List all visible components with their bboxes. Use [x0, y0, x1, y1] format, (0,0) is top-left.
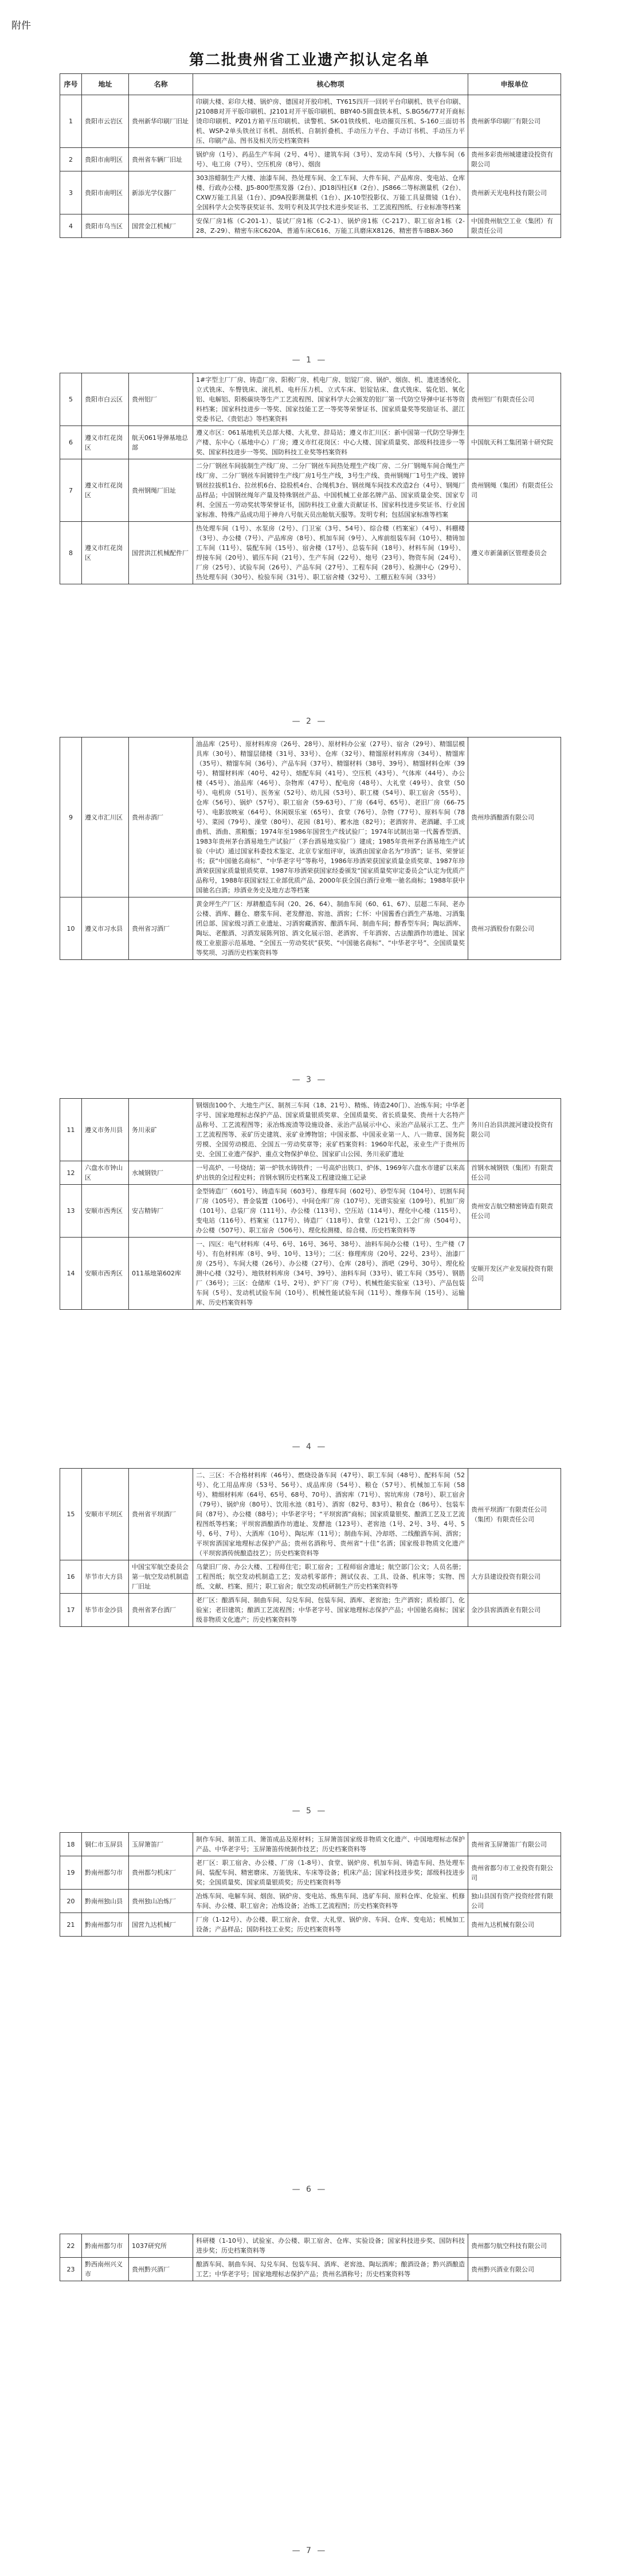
column-header-no: 序号: [60, 74, 82, 95]
row-unit: 贵州平坝酒厂有限责任公司（集团）有限责任公司: [468, 1469, 561, 1560]
row-unit: 首钢水城钢铁（集团）有限责任公司: [468, 1161, 561, 1185]
row-unit: 贵州习酒股份有限公司: [468, 897, 561, 960]
row-core: 印刷大楼、彩印大楼、锅炉房、德国对开胶印机、TY615四开一回转平台印刷机、铁平台印刷、J2108B对开平版印刷机、J2101对开平版印刷机、BBY40-5圆盘铁本机、S.BG56/77对开商标烫印印刷机、PZ01方箱平压印刷机、读警机、SK-01铁线机、电动圈页压机、S-160三面切书机、WSP-2单头铁丝订书机、刮纸机、自制折叠机、手动压力平台、手动订书机、手动压力平压、印刷产品、图书及相关历史档案资料: [193, 95, 468, 148]
row-core: 制作车间、制笛工具、箫笛成品及原材料；玉屏箫笛国家级非物质文化遗产、中国地理标志保护产品、中华老字号；玉屏箫笛传统制作技艺；历史档案资料等: [193, 1833, 468, 1856]
row-name: 1037研究所: [129, 2234, 193, 2258]
row-name: 安吉精铸厂: [129, 1185, 193, 1238]
row-unit: 务川自治县洪渡河建设投资有限公司: [468, 1099, 561, 1161]
table-row: [60, 1856, 561, 1890]
row-location: 黔南州独山县: [82, 1890, 129, 1913]
row-location: 贵阳市南明区: [82, 148, 129, 171]
row-no: 18: [60, 1833, 82, 1856]
row-no: 21: [60, 1913, 82, 1937]
row-name: 011基地第602库: [129, 1238, 193, 1310]
column-header-unit: 申报单位: [468, 74, 561, 95]
row-name: 贵州省车辆厂旧址: [129, 148, 193, 171]
row-core: 酿酒车间、制曲车间、勾兑车间、包装车间、酒库、老窖池、陶坛酒库；酿酒设备；黔兴酒酿造工艺；中华老字号；国家地理标志保护产品；贵州名酒称号；历史档案资料等: [193, 2258, 468, 2281]
industrial-heritage-table-page-7: [60, 2234, 561, 2281]
row-location: 贵阳市乌当区: [82, 214, 129, 238]
row-no: 23: [60, 2258, 82, 2281]
industrial-heritage-table-page-5: [60, 1468, 561, 1627]
row-name: 航天061导弹基地总部: [129, 426, 193, 459]
row-unit: 贵州多彩贵州城建建设投资有限公司: [468, 148, 561, 171]
table-row: [60, 1594, 561, 1627]
row-unit: 贵州省玉屏箫笛厂有限公司: [468, 1833, 561, 1856]
row-no: 4: [60, 214, 82, 238]
row-core: 安保厂房1栋（C-201-1）、装试厂房1栋（C-2-1）、锅炉房1栋（C-217）、职工宿舍1栋（2-28、Z-29）、精密车床C620A、普通车床C616、万能工具磨床X8126、精密普车IBBX-360: [193, 214, 468, 238]
row-no: 13: [60, 1185, 82, 1238]
row-no: 7: [60, 459, 82, 522]
row-core: 乌蒙旧厂房、办公大楼、工程师住宅；职工宿舍；工程师宿舍遗址；航空部门公文；人员名册；工程图纸；航空发动机制造工艺；发动机零部件；测试仪表、工具、设备、机床等；实物、图纸、文献、档案、照片；职工宿舍；航空发动机研制生产历史档案资料等: [193, 1560, 468, 1594]
row-unit: 贵州省都匀市工业投资有限公司: [468, 1856, 561, 1890]
table-row: [60, 373, 561, 426]
page-number-footer: — 4 —: [292, 1442, 327, 1451]
row-name: 贵州省茅台酒厂: [129, 1594, 193, 1627]
row-name: 国营金江机械厂: [129, 214, 193, 238]
row-name: 贵州新华印刷厂旧址: [129, 95, 193, 148]
row-name: 贵州赤酒厂: [129, 737, 193, 897]
row-no: 8: [60, 522, 82, 584]
row-core: 一、四区：电气材料库（4号、6号、16号、36号、38号）、油料车间办公楼（1号）、生产楼（7号）、有色材料库（8号、9号、10号、13号）；二区：修理库房（20号、22号、23号）、油漆厂房（25号）、车间大楼（26号）、办公楼（27号）、仓库（28号）、酒吧（29号、30号）、理化检测中心楼（32号）、地铁材料库房（34号、39号）、油料车间（33号）、锻工车间（35号）、钢筋厂（36号）；三区：仓储库（1号、2号）、炉下厂房（7号）、机械性能实验室（13号）、产品包装车间（5号）、发动机试验车间（10号）、机械性能试验车间（11号）、维修车间（15号）、运输库、历史档案资料等: [193, 1238, 468, 1310]
row-location: 安顺市西秀区: [82, 1185, 129, 1238]
row-core: 老厂区：职工宿舍、办公楼、厂房（1-8号）、食堂、锅炉房、机加车间、铸造车间、热处理车间、装配车间、精密磨床、万能铣床、车床等设备；机床产品；国家科技进步奖；部级科技进步奖；全国质量奖、国家质量银质奖；历史档案资料等: [193, 1856, 468, 1890]
row-location: 遵义市红花岗区: [82, 459, 129, 522]
row-location: 黔南州都匀市: [82, 1856, 129, 1890]
row-core: 1#字型主厂厂房、铸造厂房、阳极厂房、机电厂房、铝锭厂房、锅炉、烟囱、机、遗迹透侯化、立式铣床、车臀铣床、滚扎机、电杆压力机、立式车床、铝锭钻床、盘式铣床、装化铝、氧化铝、电解铝、阳极碳块等生产工艺流程图、国家科学大会颁发的铝厂第一代防空导弹中证书等资料档案；国家科技进步一等奖、国家技能工艺一等奖等荣誉证书、国家质量奖等奖励证书、湛江党委书记、《贵铝志》等档案资料: [193, 373, 468, 426]
row-core: 金型铸造厂（601号）、铸造车间（603号）、修理车间（602号）、砂型车间（104号）、切割车间厂房（105号）、普金装置（106号）、中间仓库厂房（107号）、光谱实验室（109号）、机加厂房（101号）、总装厂房（111号）、办公楼（113号）、空压站（114号）、理化中心楼（115号）、变电站（116号）、档案室（117号）、铸造厂（118号）、食堂（121号）、工会厂房（504号）、办公楼（507号）、职工宿舍（506号）、理化检测楼、综合楼、历史档案资料等: [193, 1185, 468, 1238]
table-row: [60, 1185, 561, 1238]
row-core: 锅炉房（1号）、药品生产车间（2号、4号）、建筑车间（3号）、发动车间（5号）、大修车间（6号）、电工房（7号）、空压机房（8号）、烟囱: [193, 148, 468, 171]
industrial-heritage-table-page-2: [60, 373, 561, 584]
industrial-heritage-table-page-3: [60, 737, 561, 960]
row-location: 贵阳市白云区: [82, 373, 129, 426]
industrial-heritage-table-page-4: [60, 1098, 561, 1310]
row-location: 毕节市大方县: [82, 1560, 129, 1594]
row-name: 务川汞矿: [129, 1099, 193, 1161]
table-row: [60, 1238, 561, 1310]
row-location: 安顺市平坝区: [82, 1469, 129, 1560]
row-unit: 贵州新天光电科技有限公司: [468, 171, 561, 214]
table-row: [60, 1469, 561, 1560]
attachment-label: 附件: [11, 20, 31, 32]
table-row: [60, 1890, 561, 1913]
row-location: 遵义市红花岗区: [82, 426, 129, 459]
row-no: 14: [60, 1238, 82, 1310]
table-row: [60, 522, 561, 584]
row-no: 1: [60, 95, 82, 148]
table-row: [60, 1161, 561, 1185]
row-no: 11: [60, 1099, 82, 1161]
table-row: [60, 2234, 561, 2258]
row-no: 9: [60, 737, 82, 897]
row-core: 一号高炉、一号烧结；第一炉铁水铸铁件；一号高炉出铁口、炉体、1969年六盘水市建矿以来高炉出铁的全过程史料；首钢水钢历史档案及工程建设施工记录: [193, 1161, 468, 1185]
row-no: 15: [60, 1469, 82, 1560]
row-core: 303溶蜡制生产大楼、油漆车间、热处理车间、金工车间、大件车间、产品库房、变电站、仓库楼、行政办公楼、JJ5-800型蒸发器（2台）、JD18四柱区Ⅱ（2台）、JS866二等标测量机（2台）、CXW万能工具显（1台）、JD9A投影测量机（1台）、JX-10型投影仪、万能工具显微镜（1台）、全国科学大会奖等获奖证书、发明专利及其学技术进步奖证书、工艺流程图纸、行业标准等档案: [193, 171, 468, 214]
table-row: [60, 95, 561, 148]
page-number-footer: — 6 —: [292, 2185, 327, 2194]
row-core: 遵义市区：061基地机关总部大楼、大礼堂、辞局站；遵义市汇川区：新中国第一代防空导弹生产楼、东中心（基地中心）厂房；遵义市红花岗区：中心大楼、国家质量奖、部级科技进步一等奖、国家科技进步一等奖、国防科技工业奖等档案资料: [193, 426, 468, 459]
row-unit: 大方县建设投资有限公司: [468, 1560, 561, 1594]
document-title: 第二批贵州省工业遗产拟认定名单: [189, 52, 430, 69]
table-row: [60, 737, 561, 897]
row-no: 2: [60, 148, 82, 171]
row-core: 冶炼车间、电解车间、烟囱、锅炉房、变电站、炼焦车间、选矿车间、原料仓库、化验室、机修车间、办公楼、职工宿舍；冶炼设备；冶炼工艺流程图；历史档案资料等: [193, 1890, 468, 1913]
column-header-location: 地址: [82, 74, 129, 95]
row-no: 22: [60, 2234, 82, 2258]
row-unit: 遵义市新蒲新区管理委员会: [468, 522, 561, 584]
row-core: 二、三区：不合格材料库（46号）、燃烧设备车间（47号）、职工车间（48号）、配料车间（52号）、化工用品库房（53号、56号）、成品库房（54号）、粮仓（57号）、机械加工车间（58号）、精细材料库（64号、65号、68号、70号）、酒窖库（71号）、窖坑库房（78号）、职工宿舍（79号）、锅炉房（80号）、饮用水池（81号）、酒窖（82号、83号）、粮食仓（86号）、包装车间（87号）、办公楼（88号）；中华老字号；“平坝窖酒”商标；国家质量银奖、酿酒工艺及工艺流程图纸等档案；平坝窖酒酿酒作坊遗址、发酵池（123号）、老窖池（1号、2号、3号、4号、5号、6号、7号）、大酒库（10号）、陶坛库（11号）；制曲车间、冷却塔、二线酿酒车间、酒窖；平坝窖酒国家地理标志保护产品；贵州名酒称号、贵州省“十佳”名酒；国家级非物质文化遗产（平坝窖酒传统酿造技艺）；历史档案资料等: [193, 1469, 468, 1560]
row-name: 贵州省平坝酒厂: [129, 1469, 193, 1560]
row-name: 贵州黔兴酒厂: [129, 2258, 193, 2281]
row-no: 20: [60, 1890, 82, 1913]
row-name: 玉屏箫笛厂: [129, 1833, 193, 1856]
page-number-footer: — 2 —: [292, 717, 327, 726]
row-name: 国营九达机械厂: [129, 1913, 193, 1937]
table-header-row: [60, 74, 561, 95]
row-unit: 贵州铝厂有限责任公司: [468, 373, 561, 426]
row-location: 贵阳市云岩区: [82, 95, 129, 148]
page-number-footer: — 5 —: [292, 1806, 327, 1816]
table-row: [60, 2258, 561, 2281]
column-header-core: 核心物项: [193, 74, 468, 95]
row-unit: 安顺开发区产业发展投资有限公司: [468, 1238, 561, 1310]
row-no: 10: [60, 897, 82, 960]
table-row: [60, 1560, 561, 1594]
row-name: 贵州都匀机床厂: [129, 1856, 193, 1890]
row-unit: 贵州钢绳（集团）有限责任公司: [468, 459, 561, 522]
row-location: 黔南州都匀市: [82, 1913, 129, 1937]
row-core: 钢烟囱100个、大地生产区、制剂三车间（18、21号）、精炼、铸造240门）、冶炼车间；中华老字号、国家地理标志保护产品、国家质量银质奖章、全国质量奖、省长质量奖、贵州十大名特产品称号、工艺流程图等；汞冶炼废渣等设施设备、汞治产品展示中心、汞治产品展示工艺、生产工艺流程图等、汞矿历史建筑、汞矿业博物馆；中国汞都、中国汞业第一人、八一勋章、国务院劳模、全国劳动模范、全国五一劳动奖章等；汞矿档案资料：1960年代起，汞业生产于贵州历史、全国工业遗产保护、重点文物保护单位、国家矿山公园、务川汞矿遗址: [193, 1099, 468, 1161]
row-unit: 中国航天科工集团第十研究院: [468, 426, 561, 459]
row-name: 水城钢铁厂: [129, 1161, 193, 1185]
row-name: 贵州铝厂: [129, 373, 193, 426]
row-no: 16: [60, 1560, 82, 1594]
table-row: [60, 214, 561, 238]
row-unit: 金沙县窖酒酒业有限公司: [468, 1594, 561, 1627]
row-location: 毕节市金沙县: [82, 1594, 129, 1627]
industrial-heritage-table-page-6: [60, 1832, 561, 1937]
row-name: 新添光学仪器厂: [129, 171, 193, 214]
row-location: 黔西南州兴义市: [82, 2258, 129, 2281]
row-location: 铜仁市玉屏县: [82, 1833, 129, 1856]
row-name: 贵州独山冶炼厂: [129, 1890, 193, 1913]
table-row: [60, 1099, 561, 1161]
page-number-footer: — 3 —: [292, 1075, 327, 1084]
row-location: 遵义市红花岗区: [82, 522, 129, 584]
row-unit: 贵州安吉航空精密铸造有限责任公司: [468, 1185, 561, 1238]
column-header-name: 名称: [129, 74, 193, 95]
row-no: 6: [60, 426, 82, 459]
row-core: 油品库（25号）、原材料库房（26号、28号）、原材料办公室（27号）、宿舍（29号）、精馏层模具库（30号）、精馏层储楼（31号、33号）、仓库（32号）、精馏原材料库房（34号）、精馏库（35号）、精馏车间（36号）、产品车间（37号）、精馏材料（38号、39号）、精馏材料仓库（39号）、精馏材料库（40号、42号）、熔配车间（41号）、空压机（43号）、气体库（44号）、办公楼（45号）、油品库（46号）、杂物库（47号）、配电房（48号）、大礼堂（49号）、食堂（50号）、电机房（51号）、医务室（52号）、幼儿园（53号）、职工楼（54号）、职工宿舍（55号）、仓库（56号）、锅炉（57号）、职工宿舍（59-63号）、厂房（64号、65号）、老旧厂房（66-75号）、电影放映室（64号）、休闲娱乐室（65号）、食堂（76号）、杂物（77号）、原料车间（78号）、菜园（79号）、澡堂（80号）、花园（81号）、蓄水池（82号）；老酒窖井、老酒罐、手工成曲机、酒曲、蒸粮甑；1974年至1986年国营生产线试验厂；1974年试制出第一代酱香型酒、1983年贵州茅台酒易地生产试验厂（茅台酒易地实验厂）建成；1985年贵州茅台酒易地生产试验（中试）通过国家科委技术鉴定、北京专家组评审，该酒由国家命名为“珍酒”；证书、荣誉证书；获“中国驰名商标”、“中华老字号”等称号，1986年珍酒荣获国家质量金质奖章、1987年珍酒荣获国家质量银质奖章、1987年珍酒荣获国家经委颁发“国家质量奖审定委员会”认定为优质产品称号，1988年获国家轻工业部优质产品、2000年获全国白酒行业唯一驰名商标；1988年获中国驰名白酒；珍酒业务史及地方志等档案: [193, 737, 468, 897]
row-core: 黄金坪生产厂区：厚耕酿造车间（20、26、64）、制曲车间（60、61、67）、层超二车间、老办公楼、酒库、翻仓、磨浆车间、老发酵池、窖池、酒窖；仁怀：中国酱香白酒生产基地、习酒集团总部、国家级习酒工业遗址、习酒窖藏酒窖、酿酒车间、制曲车间；醇香型车间；陶坛酒库、陶坛、老酿酒、习酒发展陈列馆、酒文化展示馆、老酒窖、千年酒窖、古法酿酒作坊遗址、国家级工业旅游示范基地、“全国五一劳动奖状”获奖、“中国驰名商标”、“中华老字号”、全国质量奖等奖项、习酒历史档案资料等: [193, 897, 468, 960]
row-unit: 中国贵州航空工业（集团）有限责任公司: [468, 214, 561, 238]
row-name: 中国宝军航空委员会第一航空发动机制造厂旧址: [129, 1560, 193, 1594]
row-unit: 贵州黔兴酒业有限公司: [468, 2258, 561, 2281]
row-core: 热处理车间（1号）、水泵房（2号）、门卫室（3号、54号）、综合楼（档案室）（4号）、料棚楼（3号）、办公楼（7号）、产品库房（8号）、机加车间（9号）、入库前组装车间（10号）、精铸加工车间（11号）、装配车间（15号）、宿舍楼（17号）、总装车间（18号）、材料车间（19号）、焊接车间（20号）、锻压车间（21号）、生产车间（22号）、炮号（23号）、物资车间（24号）、厂房（25号）、试验车间（26号）、产品车间（27号）、工程车间（28号）、检测中心（29号）、热处理车间（30号）、检验车间（31号）、职工宿舍楼（32号）、工棚五粒车间（33号）: [193, 522, 468, 584]
row-core: 科研楼（1-10号）、试验室、办公楼、职工宿舍、仓库、实验设备；国家科技进步奖、国防科技进步奖；历史档案资料等: [193, 2234, 468, 2258]
industrial-heritage-table-page-1: [60, 73, 561, 238]
row-unit: 贵州都匀航空科技有限公司: [468, 2234, 561, 2258]
row-no: 12: [60, 1161, 82, 1185]
row-location: 六盘水市钟山区: [82, 1161, 129, 1185]
row-unit: 贵州九达机械有限公司: [468, 1913, 561, 1937]
page-number-footer: — 7 —: [292, 2546, 327, 2555]
row-name: 贵州省习酒厂: [129, 897, 193, 960]
row-unit: 贵州珍酒酿酒有限公司: [468, 737, 561, 897]
table-row: [60, 1833, 561, 1856]
row-name: 贵州钢绳厂旧址: [129, 459, 193, 522]
row-no: 3: [60, 171, 82, 214]
row-location: 安顺市西秀区: [82, 1238, 129, 1310]
row-location: 贵阳市南明区: [82, 171, 129, 214]
table-row: [60, 459, 561, 522]
row-unit: 贵州新华印刷厂有限公司: [468, 95, 561, 148]
row-core: 老厂区：酿酒车间、制曲车间、勾兑车间、包装车间、酒库、老窖池；生产酒窖；质检部门、化验室；老旧建筑；酿酒工艺流程图；中华老字号、国家地理标志保护产品；中国驰名商标；国家级非物质文化遗产；历史档案资料等: [193, 1594, 468, 1627]
row-location: 遵义市务川县: [82, 1099, 129, 1161]
row-core: 厂房（1-12号）、办公楼、职工宿舍、食堂、大礼堂、锅炉房、车间、仓库、变电站；机械加工设备；产品样品；国防科技工业奖；历史档案资料等: [193, 1913, 468, 1937]
table-row: [60, 171, 561, 214]
row-location: 黔南州都匀市: [82, 2234, 129, 2258]
row-core: 二分厂钢丝车间拔制生产线厂房、二分厂钢丝车间热处理生产线厂房、二分厂钢绳车间合绳生产线厂房、二分厂钢丝车间镀锌生产线厂房1号生产线，3号生产线、贵州钢绳厂1号生产线、镀锌钢丝拉拔机1台、拉丝机6台、捻股机4台、合绳机3台、钢丝绳车间技术改造2台（4号）、钢绳厂品样品；中国钢丝绳年产量及特殊钢丝产品、中国机械工业部名牌产品、国家质量金奖、国家专利、全国五一劳动奖状等荣誉证书，国防科技工业重大贡献证书、国家科技进步奖证书、行业国家标准、特殊产品成功用于神舟八号航天员出舱航天服等。发明专利；包括国家标准等档案: [193, 459, 468, 522]
row-location: 遵义市习水县: [82, 897, 129, 960]
row-no: 5: [60, 373, 82, 426]
row-name: 国营洪江机械配件厂: [129, 522, 193, 584]
table-row: [60, 1913, 561, 1937]
row-location: 遵义市汇川区: [82, 737, 129, 897]
row-no: 17: [60, 1594, 82, 1627]
table-row: [60, 426, 561, 459]
table-row: [60, 897, 561, 960]
table-row: [60, 148, 561, 171]
page-number-footer: — 1 —: [292, 356, 327, 365]
row-unit: 独山县国有资产投资经营有限公司: [468, 1890, 561, 1913]
row-no: 19: [60, 1856, 82, 1890]
